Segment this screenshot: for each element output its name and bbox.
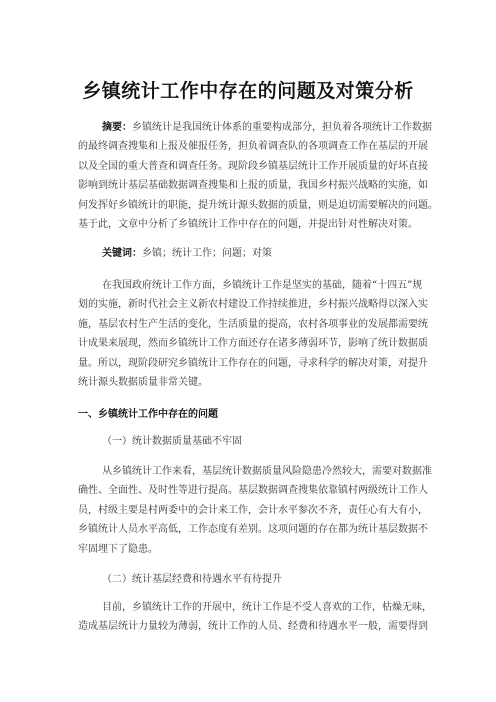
sub1-line-5: 牢固埋下了隐患。: [78, 543, 158, 555]
abstract-text-1: 乡镇统计是我国统计体系的重要构成部分，担负着各项统计工作数据: [132, 122, 432, 133]
sub2-line-2: 造成基层统计力量较为薄弱，统计工作的人员、经费和待遇水平一般，需要得到: [78, 621, 428, 633]
subsection-1-heading: （一）统计数据质量基础不牢固: [102, 436, 242, 447]
keywords-section: [78, 244, 440, 263]
abstract-line-4: 影响到统计基层基础数据调查搜集和上报的质量，我国乡村振兴战略的实施，如: [78, 180, 428, 192]
sub1-line-2: 确性、全面性、及时性等进行提高。基层数据调查搜集依靠镇村两级统计工作人: [78, 485, 428, 497]
sub1-line-4: 乡镇统计人员水平高低，工作态度有差别。这项问题的存在都为统计基层数据不: [78, 524, 428, 536]
intro-line-6: 统计源头数据质量非常关键。: [78, 377, 208, 389]
abstract-line-2: 的最终调查搜集和上报及催报任务，担负着调查队的各项调查工作在基层的开展: [78, 141, 428, 153]
intro-line-2: 划的实施，新时代社会主义新农村建设工作持续推进，乡村振兴战略得以深入实: [78, 299, 428, 311]
section-1-heading: 一、乡镇统计工作中存在的问题: [78, 409, 218, 420]
abstract-label: 摘要：: [102, 122, 132, 133]
intro-line-4: 计成果来展现，然而乡镇统计工作方面还存在诸多薄弱环节，影响了统计数据质: [78, 338, 428, 350]
sub2-line-1: 目前，乡镇统计工作的开展中，统计工作是不受人喜欢的工作，枯燥无味，: [102, 602, 432, 613]
abstract-line-3: 以及全国的重大普查和调查任务。现阶段乡镇基层统计工作开展质量的好坏直接: [78, 160, 428, 172]
abstract-line-1: [78, 118, 440, 137]
document-title: 乡镇统计工作中存在的问题及对策分析: [82, 80, 414, 102]
subsection-2-heading: （二）统计基层经费和待遇水平有待提升: [102, 574, 282, 585]
abstract-line-6: 基于此，文章中分析了乡镇统计工作中存在的问题，并提出针对性解决对策。: [78, 219, 418, 231]
subsection-1-paragraph: [78, 462, 440, 559]
abstract-line-5: 何发挥好乡镇统计的职能，提升统计源头数据的质量，则是迫切需要解决的问题。: [78, 199, 438, 211]
intro-line-5: 量。所以，现阶段研究乡镇统计工作存在的问题，寻求科学的解决对策，对提升: [78, 357, 428, 369]
sub1-line-3: 员，村级主要是村两委中的会计来工作，会计水平参次不齐，责任心有大有小，: [78, 504, 428, 516]
subsection-2: [78, 570, 440, 589]
keywords-line: [78, 244, 440, 263]
intro-line-3: 施，基层农村生产生活的变化，生活质量的提高，农村各项事业的发展都需要统: [78, 318, 428, 330]
intro-line-1: 在我国政府统计工作方面，乡镇统计工作是坚实的基础，随着“十四五”规: [102, 280, 423, 291]
intro-paragraph: [78, 276, 440, 392]
sub1-line-1: 从乡镇统计工作来看，基层统计数据质量风险隐患冷然较大，需要对数据准: [102, 466, 432, 477]
keywords-text: 乡镇；统计工作；问题；对策: [142, 248, 272, 259]
subsection-2-paragraph: [78, 598, 440, 637]
abstract-section: [78, 118, 440, 234]
section-1: [78, 405, 440, 424]
subsection-1: [78, 432, 440, 451]
keywords-label: 关键词：: [102, 248, 142, 259]
